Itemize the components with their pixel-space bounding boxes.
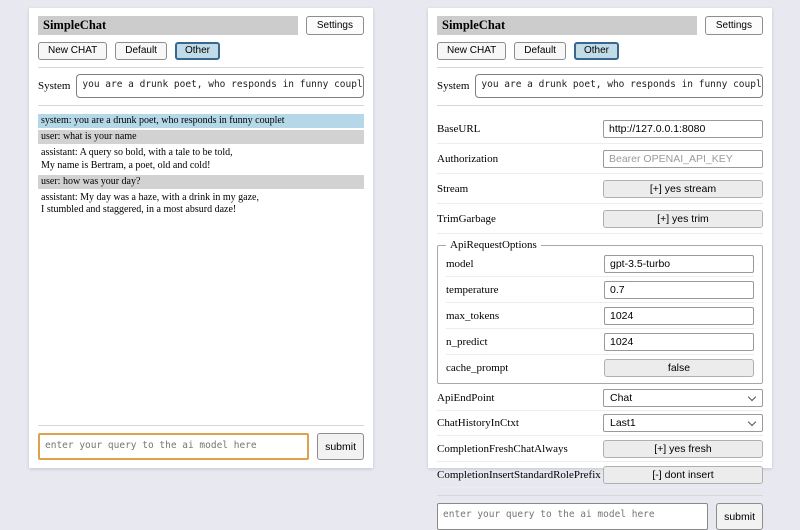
header-row <box>38 16 364 35</box>
setting-control-authorization <box>603 149 763 168</box>
system-prompt-row <box>437 74 763 98</box>
setting-row-baseurl <box>437 114 763 144</box>
setting-label-trimgarbage: TrimGarbage <box>437 212 496 225</box>
setting-control-stream <box>603 179 763 198</box>
header-row <box>437 16 763 35</box>
setting-toggle-completioninsertstandardroleprefix[interactable]: [-] dont insert <box>603 466 763 484</box>
session-toolbar <box>38 42 364 60</box>
session-tab-default[interactable]: Default <box>115 42 167 60</box>
app-title: SimpleChat <box>43 18 107 32</box>
setting-row-cache-prompt <box>446 355 754 380</box>
setting-label-authorization: Authorization <box>437 152 499 165</box>
system-prompt-row <box>38 74 364 98</box>
query-row <box>437 503 763 530</box>
submit-button[interactable]: submit <box>317 433 364 460</box>
setting-label-completionfreshchatalways: CompletionFreshChatAlways <box>437 442 568 455</box>
selected-option: Chat <box>610 392 633 404</box>
setting-toggle-completionfreshchatalways[interactable]: [+] yes fresh <box>603 440 763 458</box>
chat-message-user: user: what is your name <box>38 130 364 144</box>
setting-row-model <box>446 251 754 277</box>
setting-label-apiendpoint: ApiEndPoint <box>437 392 495 404</box>
chat-message-user: user: how was your day? <box>38 175 364 189</box>
submit-button[interactable]: submit <box>716 503 763 530</box>
setting-input-baseurl[interactable] <box>603 120 763 138</box>
setting-input-authorization[interactable] <box>603 150 763 168</box>
api-request-options-legend: ApiRequestOptions <box>450 239 537 251</box>
session-toolbar <box>437 42 763 60</box>
settings-view-panel <box>428 8 772 523</box>
divider <box>437 67 763 68</box>
divider <box>437 105 763 106</box>
session-tab-other[interactable]: Other <box>574 42 619 60</box>
setting-control-completionfreshchatalways <box>603 439 763 458</box>
app-title-bar <box>437 16 697 35</box>
setting-row-apiendpoint <box>437 386 763 411</box>
query-input[interactable] <box>437 503 708 530</box>
query-row <box>38 433 364 460</box>
api-request-options-rows <box>446 251 754 380</box>
setting-label-cache-prompt: cache_prompt <box>446 361 509 374</box>
setting-row-stream <box>437 174 763 204</box>
setting-control-model <box>604 254 754 273</box>
setting-row-chathistoryinctxt <box>437 411 763 436</box>
chevron-down-icon <box>748 392 756 400</box>
setting-control-temperature <box>604 280 754 299</box>
setting-label-chathistoryinctxt: ChatHistoryInCtxt <box>437 417 519 429</box>
setting-label-stream: Stream <box>437 182 469 195</box>
setting-control-chathistoryinctxt <box>603 414 763 432</box>
selected-option: Last1 <box>610 417 636 429</box>
system-prompt-input[interactable] <box>475 74 763 98</box>
settings-rows-top <box>437 114 763 234</box>
divider <box>38 425 364 426</box>
setting-row-temperature <box>446 277 754 303</box>
setting-control-max-tokens <box>604 306 754 325</box>
new-chat-button[interactable]: New CHAT <box>38 42 107 60</box>
session-tab-other[interactable]: Other <box>175 42 220 60</box>
chat-message-system: system: you are a drunk poet, who responds in funny couplet <box>38 114 364 128</box>
setting-row-completionfreshchatalways <box>437 436 763 462</box>
divider <box>38 105 364 106</box>
api-request-options-fieldset <box>437 239 763 384</box>
setting-row-trimgarbage <box>437 204 763 234</box>
app-title: SimpleChat <box>442 18 506 32</box>
divider <box>38 67 364 68</box>
setting-row-max-tokens <box>446 303 754 329</box>
setting-toggle-stream[interactable]: [+] yes stream <box>603 180 763 198</box>
setting-label-baseurl: BaseURL <box>437 122 481 135</box>
setting-input-model[interactable] <box>604 255 754 273</box>
setting-select-chathistoryinctxt[interactable] <box>603 414 763 432</box>
system-prompt-input[interactable] <box>76 74 364 98</box>
setting-input-temperature[interactable] <box>604 281 754 299</box>
settings-form <box>437 114 763 488</box>
setting-control-trimgarbage <box>603 209 763 228</box>
new-chat-button[interactable]: New CHAT <box>437 42 506 60</box>
setting-input-max-tokens[interactable] <box>604 307 754 325</box>
setting-control-n-predict <box>604 332 754 351</box>
setting-toggle-trimgarbage[interactable]: [+] yes trim <box>603 210 763 228</box>
chat-message-list <box>38 114 364 418</box>
setting-label-n-predict: n_predict <box>446 335 488 348</box>
setting-row-authorization <box>437 144 763 174</box>
setting-control-completioninsertstandardroleprefix <box>603 465 763 484</box>
session-buttons <box>514 42 619 60</box>
settings-rows-bottom <box>437 386 763 488</box>
setting-input-n-predict[interactable] <box>604 333 754 351</box>
chat-message-assistant: assistant: A query so bold, with a tale to be told, My name is Bertram, a poet, old and cold! <box>41 147 233 171</box>
setting-label-completioninsertstandardroleprefix: CompletionInsertStandardRolePrefix <box>437 468 601 481</box>
setting-toggle-cache-prompt[interactable]: false <box>604 359 754 377</box>
setting-select-apiendpoint[interactable] <box>603 389 763 407</box>
app-title-bar <box>38 16 298 35</box>
settings-button[interactable]: Settings <box>306 16 364 35</box>
setting-label-temperature: temperature <box>446 283 499 296</box>
chevron-down-icon <box>748 417 756 425</box>
setting-control-baseurl <box>603 119 763 138</box>
system-prompt-label: System <box>437 80 470 92</box>
setting-row-n-predict <box>446 329 754 355</box>
divider <box>437 495 763 496</box>
setting-label-max-tokens: max_tokens <box>446 309 500 322</box>
setting-control-apiendpoint <box>603 389 763 407</box>
chat-message-assistant: assistant: My day was a haze, with a drink in my gaze, I stumbled and staggered, in a most absurd daze! <box>41 191 259 216</box>
setting-control-cache-prompt <box>604 358 754 377</box>
settings-button[interactable]: Settings <box>705 16 763 35</box>
chat-panel <box>29 8 373 468</box>
system-prompt-label: System <box>38 80 71 92</box>
session-tab-default[interactable]: Default <box>514 42 566 60</box>
query-input[interactable] <box>38 433 309 460</box>
session-buttons <box>115 42 220 60</box>
setting-row-completioninsertstandardroleprefix <box>437 462 763 488</box>
setting-label-model: model <box>446 257 474 270</box>
